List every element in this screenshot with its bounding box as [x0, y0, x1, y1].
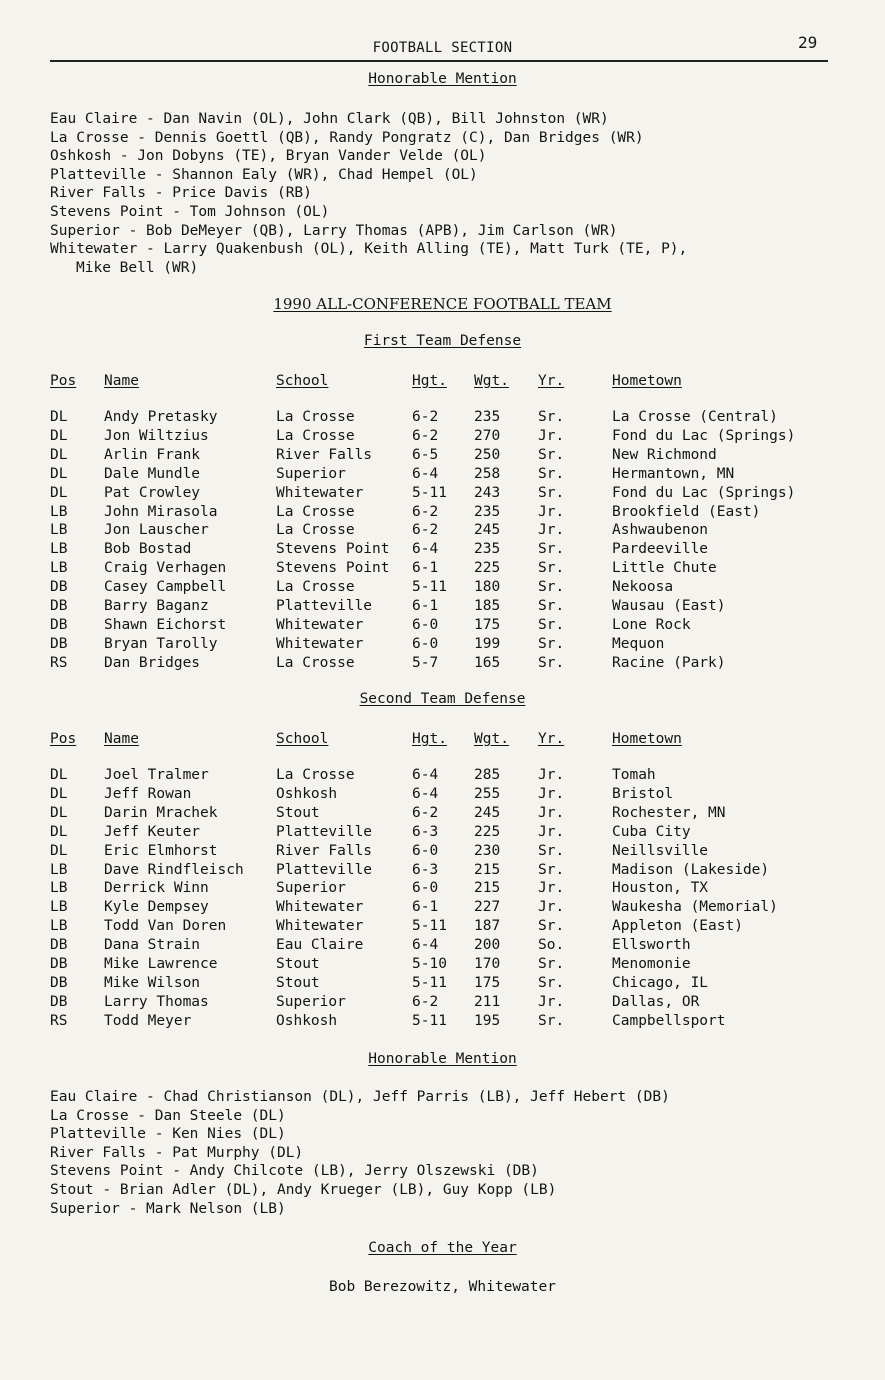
- table-cell: 227: [474, 899, 501, 916]
- table-cell: 6-0: [412, 842, 439, 859]
- table-row: [50, 766, 842, 785]
- table-cell: LB: [50, 522, 68, 539]
- honorable-mention-line: Whitewater - Larry Quakenbush (OL), Keith Alling (TE), Matt Turk (TE, P),: [50, 241, 688, 258]
- table-row: [50, 879, 842, 898]
- table-cell: Whitewater: [276, 616, 364, 633]
- table-cell: Chicago, IL: [612, 974, 709, 991]
- table-cell: 6-4: [412, 541, 439, 558]
- table-cell: 6-2: [412, 427, 439, 444]
- table-row: [50, 823, 842, 842]
- table-row: [50, 503, 842, 522]
- table-cell: 6-2: [412, 503, 439, 520]
- table-cell: Joel Tralmer: [104, 767, 209, 783]
- table-cell: Hermantown, MN: [612, 465, 735, 482]
- table-cell: Superior: [276, 465, 346, 482]
- column-header: Yr.: [538, 373, 565, 389]
- table-cell: DL: [50, 427, 68, 444]
- table-cell: 235: [474, 503, 501, 520]
- table-row: [50, 408, 842, 427]
- honorable-mention-line: Eau Claire - Dan Navin (OL), John Clark (QB), Bill Johnston (WR): [50, 111, 609, 127]
- table-cell: Platteville: [276, 598, 373, 615]
- table-cell: Stout: [276, 956, 320, 973]
- table-cell: 215: [474, 880, 501, 897]
- column-header: Name: [104, 731, 139, 747]
- table-cell: Derrick Winn: [104, 880, 209, 897]
- table-cell: 6-2: [412, 409, 439, 425]
- table-cell: DL: [50, 409, 68, 425]
- table-cell: Craig Verhagen: [104, 560, 227, 577]
- table-cell: Sr.: [538, 842, 565, 859]
- offense-honorable-title: Honorable Mention: [368, 71, 517, 87]
- table-cell: Whitewater: [276, 484, 364, 501]
- table-cell: Neillsville: [612, 842, 709, 859]
- table-cell: Shawn Eichorst: [104, 616, 227, 633]
- table-cell: 6-2: [412, 993, 439, 1010]
- table-row: [50, 635, 842, 654]
- table-cell: 185: [474, 598, 501, 615]
- table-cell: Kyle Dempsey: [104, 899, 209, 916]
- table-cell: LB: [50, 918, 68, 935]
- table-cell: 6-3: [412, 823, 439, 840]
- table-cell: Mike Lawrence: [104, 956, 218, 973]
- table-cell: Madison (Lakeside): [612, 861, 770, 878]
- table-cell: Dave Rindfleisch: [104, 861, 244, 878]
- table-row: [50, 540, 842, 559]
- table-cell: Eau Claire: [276, 937, 364, 954]
- column-header: Hgt.: [412, 373, 447, 389]
- table-cell: La Crosse: [276, 767, 355, 783]
- main-title: 1990 ALL-CONFERENCE FOOTBALL TEAM: [273, 295, 612, 313]
- table-cell: DB: [50, 579, 68, 596]
- table-cell: Racine (Park): [612, 654, 726, 671]
- table-cell: 187: [474, 918, 501, 935]
- table-cell: 170: [474, 956, 501, 973]
- table-cell: Waukesha (Memorial): [612, 899, 778, 916]
- table-cell: 175: [474, 974, 501, 991]
- table-cell: La Crosse: [276, 503, 355, 520]
- table-cell: 6-2: [412, 522, 439, 539]
- table-cell: 6-5: [412, 446, 439, 463]
- table-cell: 285: [474, 767, 501, 783]
- table-cell: 215: [474, 861, 501, 878]
- table-cell: LB: [50, 503, 68, 520]
- table-row: [50, 578, 842, 597]
- table-cell: Sr.: [538, 635, 565, 652]
- honorable-mention-line: Platteville - Shannon Ealy (WR), Chad Hempel (OL): [50, 166, 478, 183]
- table-cell: Oshkosh: [276, 1012, 338, 1029]
- table-cell: Jr.: [538, 767, 565, 783]
- table-cell: Fond du Lac (Springs): [612, 427, 796, 444]
- table-cell: 6-4: [412, 767, 439, 783]
- table-cell: Andy Pretasky: [104, 409, 218, 425]
- table-cell: 6-2: [412, 804, 439, 821]
- table-cell: Stevens Point: [276, 560, 390, 577]
- table-cell: La Crosse: [276, 409, 355, 425]
- table-row: [50, 446, 842, 465]
- table-row: [50, 597, 842, 616]
- table-cell: Wausau (East): [612, 598, 726, 615]
- table-cell: 6-4: [412, 465, 439, 482]
- table-row: [50, 974, 842, 993]
- table-cell: Bristol: [612, 785, 674, 802]
- table-cell: Dana Strain: [104, 937, 201, 954]
- table-cell: Dale Mundle: [104, 465, 201, 482]
- table-cell: LB: [50, 899, 68, 916]
- table-cell: DL: [50, 465, 68, 482]
- column-header: Pos: [50, 373, 77, 389]
- table-cell: 225: [474, 560, 501, 577]
- table-row: [50, 559, 842, 578]
- table-cell: 5-11: [412, 918, 447, 935]
- table-cell: Sr.: [538, 598, 565, 615]
- table-cell: 243: [474, 484, 501, 501]
- first-team-title: First Team Defense: [363, 333, 522, 349]
- table-cell: Stevens Point: [276, 541, 390, 558]
- table-cell: 6-0: [412, 616, 439, 633]
- table-row: [50, 465, 842, 484]
- table-cell: Jr.: [538, 993, 565, 1010]
- table-cell: 225: [474, 823, 501, 840]
- coach-title: Coach of the Year: [368, 1240, 517, 1256]
- table-cell: Eric Elmhorst: [104, 842, 218, 859]
- table-cell: 199: [474, 635, 501, 652]
- table-cell: La Crosse (Central): [612, 409, 778, 425]
- table-row: [50, 955, 842, 974]
- table-cell: Sr.: [538, 616, 565, 633]
- table-cell: 6-0: [412, 880, 439, 897]
- second-team-table: [50, 730, 842, 1031]
- table-cell: Oshkosh: [276, 785, 338, 802]
- table-cell: Jon Wiltzius: [104, 427, 209, 444]
- table-cell: 6-4: [412, 937, 439, 954]
- table-cell: DL: [50, 842, 68, 859]
- table-cell: 6-1: [412, 598, 439, 615]
- table-cell: La Crosse: [276, 579, 355, 596]
- table-cell: Rochester, MN: [612, 804, 726, 821]
- table-cell: Jeff Keuter: [104, 823, 201, 840]
- table-cell: LB: [50, 541, 68, 558]
- table-cell: 175: [474, 616, 501, 633]
- table-cell: River Falls: [276, 446, 373, 463]
- table-cell: Platteville: [276, 861, 373, 878]
- table-cell: Nekoosa: [612, 579, 674, 596]
- table-cell: Whitewater: [276, 635, 364, 652]
- table-cell: DL: [50, 767, 68, 783]
- table-cell: Pat Crowley: [104, 484, 201, 501]
- table-row: [50, 861, 842, 880]
- table-cell: 235: [474, 409, 501, 425]
- table-cell: Sr.: [538, 560, 565, 577]
- table-cell: 230: [474, 842, 501, 859]
- table-cell: DL: [50, 823, 68, 840]
- table-cell: Fond du Lac (Springs): [612, 484, 796, 501]
- table-row: [50, 936, 842, 955]
- table-cell: Sr.: [538, 409, 565, 425]
- table-cell: 255: [474, 785, 501, 802]
- column-header: Hgt.: [412, 731, 447, 747]
- table-cell: Platteville: [276, 823, 373, 840]
- table-cell: Houston, TX: [612, 880, 709, 897]
- table-cell: Stout: [276, 974, 320, 991]
- table-cell: Jr.: [538, 899, 565, 916]
- table-row: [50, 993, 842, 1012]
- table-cell: Brookfield (East): [612, 503, 761, 520]
- table-cell: Superior: [276, 880, 346, 897]
- honorable-mention-line: La Crosse - Dan Steele (DL): [50, 1107, 286, 1124]
- table-cell: 258: [474, 465, 501, 482]
- table-row: [50, 427, 842, 446]
- second-team-title: Second Team Defense: [359, 691, 526, 707]
- table-cell: Menomonie: [612, 956, 691, 973]
- table-cell: Mequon: [612, 635, 665, 652]
- table-cell: 5-11: [412, 579, 447, 596]
- table-cell: Whitewater: [276, 918, 364, 935]
- table-cell: Campbellsport: [612, 1012, 726, 1029]
- table-cell: Jon Lauscher: [104, 522, 209, 539]
- table-cell: 245: [474, 522, 501, 539]
- table-cell: 195: [474, 1012, 501, 1029]
- table-cell: Bryan Tarolly: [104, 635, 218, 652]
- table-cell: 180: [474, 579, 501, 596]
- column-header: School: [276, 373, 329, 389]
- column-header: Wgt.: [474, 731, 509, 747]
- table-cell: RS: [50, 1012, 68, 1029]
- table-cell: DL: [50, 446, 68, 463]
- honorable-mention-line: River Falls - Pat Murphy (DL): [50, 1144, 304, 1161]
- table-cell: 235: [474, 541, 501, 558]
- table-cell: Sr.: [538, 541, 565, 558]
- table-cell: Larry Thomas: [104, 993, 209, 1010]
- table-cell: Todd Meyer: [104, 1012, 192, 1029]
- table-cell: New Richmond: [612, 446, 717, 463]
- table-row: [50, 898, 842, 917]
- header-rule: [50, 60, 828, 62]
- table-row: [50, 1012, 842, 1031]
- table-cell: DB: [50, 616, 68, 633]
- page-number: 29: [798, 33, 818, 52]
- table-cell: DL: [50, 484, 68, 501]
- honorable-mention-line: River Falls - Price Davis (RB): [50, 185, 312, 202]
- table-cell: Arlin Frank: [104, 446, 201, 463]
- table-cell: La Crosse: [276, 654, 355, 671]
- table-cell: 165: [474, 654, 501, 671]
- table-cell: 250: [474, 446, 501, 463]
- table-cell: Jr.: [538, 804, 565, 821]
- table-cell: Barry Baganz: [104, 598, 209, 615]
- table-cell: 245: [474, 804, 501, 821]
- column-header: Hometown: [612, 373, 682, 389]
- table-cell: Casey Campbell: [104, 579, 227, 596]
- table-cell: 270: [474, 427, 501, 444]
- first-team-table: [50, 372, 842, 673]
- table-cell: Lone Rock: [612, 616, 691, 633]
- table-cell: 211: [474, 993, 501, 1010]
- section-header: FOOTBALL SECTION: [372, 40, 513, 56]
- table-row: [50, 654, 842, 673]
- table-cell: Jeff Rowan: [104, 785, 192, 802]
- table-cell: 6-3: [412, 861, 439, 878]
- table-cell: Sr.: [538, 654, 565, 671]
- table-cell: Sr.: [538, 579, 565, 596]
- table-cell: John Mirasola: [104, 503, 218, 520]
- honorable-mention-line: Platteville - Ken Nies (DL): [50, 1126, 286, 1143]
- table-cell: DB: [50, 993, 68, 1010]
- column-header: School: [276, 731, 329, 747]
- column-header: Name: [104, 373, 139, 389]
- table-cell: DB: [50, 598, 68, 615]
- honorable-mention-line: Stevens Point - Tom Johnson (OL): [50, 203, 330, 220]
- table-cell: LB: [50, 880, 68, 897]
- offense-honorable-list: [50, 110, 687, 277]
- table-cell: DL: [50, 785, 68, 802]
- table-cell: Sr.: [538, 1012, 565, 1029]
- table-cell: Whitewater: [276, 899, 364, 916]
- table-cell: LB: [50, 560, 68, 577]
- table-cell: DB: [50, 974, 68, 991]
- honorable-mention-line: Superior - Bob DeMeyer (QB), Larry Thomas (APB), Jim Carlson (WR): [50, 222, 618, 239]
- table-header-row: [50, 372, 842, 408]
- table-cell: Dan Bridges: [104, 654, 201, 671]
- honorable-mention-line: Oshkosh - Jon Dobyns (TE), Bryan Vander Velde (OL): [50, 148, 487, 165]
- table-cell: Darin Mrachek: [104, 804, 218, 821]
- table-cell: Superior: [276, 993, 346, 1010]
- honorable-mention-line: Stout - Brian Adler (DL), Andy Krueger (LB), Guy Kopp (LB): [50, 1181, 557, 1198]
- table-cell: 200: [474, 937, 501, 954]
- table-cell: Appleton (East): [612, 918, 743, 935]
- table-cell: Ashwaubenon: [612, 522, 709, 539]
- table-cell: Tomah: [612, 767, 656, 783]
- table-cell: Stout: [276, 804, 320, 821]
- table-cell: Jr.: [538, 522, 565, 539]
- table-cell: Jr.: [538, 785, 565, 802]
- table-cell: Todd Van Doren: [104, 918, 227, 935]
- table-cell: Sr.: [538, 446, 565, 463]
- table-cell: Little Chute: [612, 560, 717, 577]
- column-header: Yr.: [538, 731, 565, 747]
- table-cell: 5-11: [412, 1012, 447, 1029]
- table-cell: La Crosse: [276, 427, 355, 444]
- table-row: [50, 785, 842, 804]
- table-cell: RS: [50, 654, 68, 671]
- table-cell: Dallas, OR: [612, 993, 700, 1010]
- table-cell: 6-0: [412, 635, 439, 652]
- table-cell: 5-11: [412, 484, 447, 501]
- table-cell: DB: [50, 937, 68, 954]
- table-cell: 5-10: [412, 956, 447, 973]
- honorable-mention-line: La Crosse - Dennis Goettl (QB), Randy Pongratz (C), Dan Bridges (WR): [50, 129, 644, 146]
- table-row: [50, 804, 842, 823]
- table-row: [50, 616, 842, 635]
- table-cell: Pardeeville: [612, 541, 709, 558]
- table-row: [50, 917, 842, 936]
- table-cell: 6-4: [412, 785, 439, 802]
- table-cell: 6-1: [412, 560, 439, 577]
- table-cell: La Crosse: [276, 522, 355, 539]
- column-header: Wgt.: [474, 373, 509, 389]
- table-cell: LB: [50, 861, 68, 878]
- table-cell: Cuba City: [612, 823, 691, 840]
- honorable-mention-line: Superior - Mark Nelson (LB): [50, 1200, 286, 1217]
- table-cell: Sr.: [538, 918, 565, 935]
- table-cell: Jr.: [538, 823, 565, 840]
- table-cell: So.: [538, 937, 565, 954]
- table-row: [50, 484, 842, 503]
- table-cell: Sr.: [538, 861, 565, 878]
- table-header-row: [50, 730, 842, 766]
- honorable-mention-line: Stevens Point - Andy Chilcote (LB), Jerry Olszewski (DB): [50, 1163, 539, 1180]
- honorable-mention-line: Mike Bell (WR): [76, 259, 199, 276]
- table-cell: Sr.: [538, 974, 565, 991]
- table-cell: Sr.: [538, 956, 565, 973]
- table-cell: DB: [50, 956, 68, 973]
- table-cell: Bob Bostad: [104, 541, 192, 558]
- table-cell: Sr.: [538, 465, 565, 482]
- table-cell: Jr.: [538, 503, 565, 520]
- defense-honorable-list: [50, 1088, 670, 1218]
- table-cell: Ellsworth: [612, 937, 691, 954]
- honorable-mention-line: Eau Claire - Chad Christianson (DL), Jeff Parris (LB), Jeff Hebert (DB): [50, 1089, 670, 1105]
- table-cell: Jr.: [538, 427, 565, 444]
- table-cell: Mike Wilson: [104, 974, 201, 991]
- table-cell: DB: [50, 635, 68, 652]
- table-row: [50, 521, 842, 540]
- coach-name: Bob Berezowitz, Whitewater: [329, 1279, 556, 1295]
- table-row: [50, 842, 842, 861]
- column-header: Hometown: [612, 731, 682, 747]
- defense-honorable-title: Honorable Mention: [368, 1051, 517, 1067]
- table-cell: Sr.: [538, 484, 565, 501]
- column-header: Pos: [50, 731, 77, 747]
- table-cell: DL: [50, 804, 68, 821]
- table-cell: River Falls: [276, 842, 373, 859]
- table-cell: Jr.: [538, 880, 565, 897]
- table-cell: 5-7: [412, 654, 439, 671]
- table-cell: 6-1: [412, 899, 439, 916]
- table-cell: 5-11: [412, 974, 447, 991]
